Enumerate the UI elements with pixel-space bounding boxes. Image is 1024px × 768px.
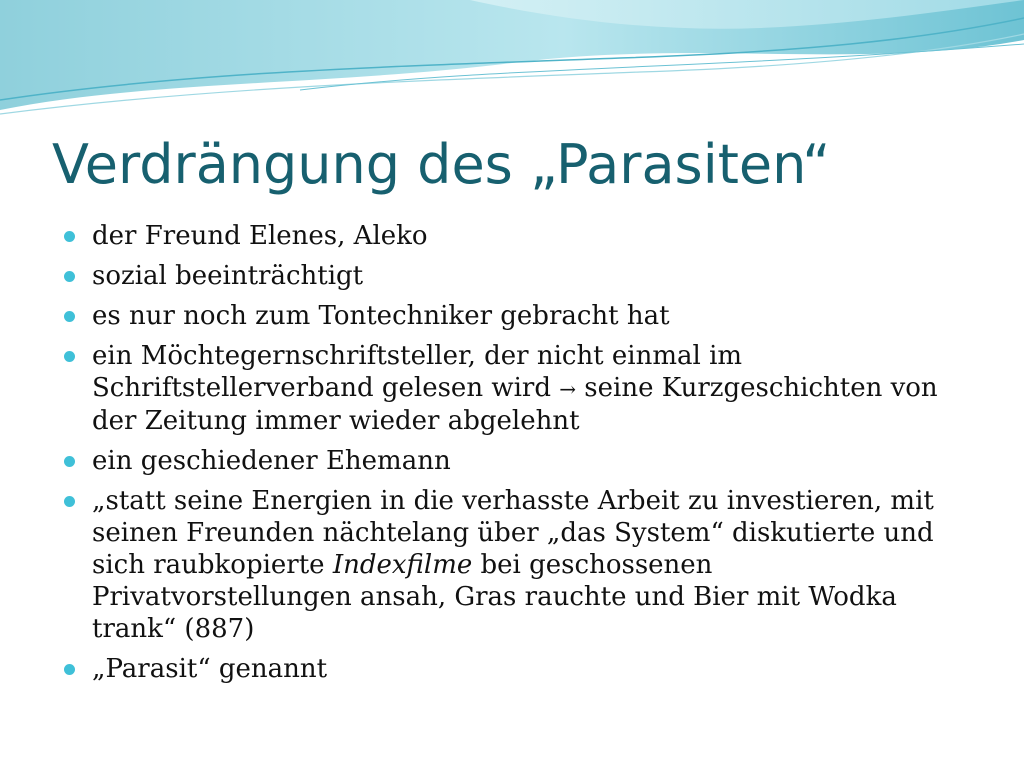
bullet-dot-icon (64, 311, 75, 322)
right-arrow-icon: → (559, 377, 577, 401)
italic-film-title: Indexfilme (332, 550, 473, 580)
bullet-item (60, 300, 970, 332)
bullet-dot-icon (64, 496, 75, 507)
slide-title: Verdrängung des „Parasiten“ (52, 133, 831, 196)
bullet-dot-icon (64, 456, 75, 467)
decorative-wave-banner (0, 0, 1024, 130)
bullet-text-continued: seine Kurzgeschichten von der Zeitung immer wieder abgelehnt (92, 373, 938, 436)
bullet-dot-icon (64, 664, 75, 675)
bullet-item (60, 220, 970, 252)
quote-text-continued: bei geschossenen Privatvorstellungen ansah, Gras rauchte und Bier mit Wodka trank“ (887) (92, 550, 897, 644)
bullet-dot-icon (64, 231, 75, 242)
bullet-text: ein Möchtegernschriftsteller, der nicht einmal im Schriftstellerverband gelesen wird (92, 341, 743, 403)
bullet-dot-icon (64, 271, 75, 282)
bullet-text: „Parasit“ genannt (92, 654, 328, 684)
bullet-dot-icon (64, 351, 75, 362)
bullet-item (60, 485, 970, 645)
bullet-text: es nur noch zum Tontechniker gebracht hat (92, 301, 670, 331)
bullet-item (60, 653, 970, 685)
bullet-text: der Freund Elenes, Aleko (92, 221, 428, 251)
bullet-text: ein geschiedener Ehemann (92, 446, 451, 476)
bullet-list (60, 220, 970, 693)
bullet-item (60, 260, 970, 292)
bullet-item (60, 340, 970, 437)
bullet-item (60, 445, 970, 477)
quote-text: „statt seine Energien in die verhasste Arbeit zu investieren, mit seinen Freunden nächtelang über „das System“ diskutierte und sich raubkopierte (92, 486, 934, 580)
bullet-text: sozial beeinträchtigt (92, 261, 364, 291)
